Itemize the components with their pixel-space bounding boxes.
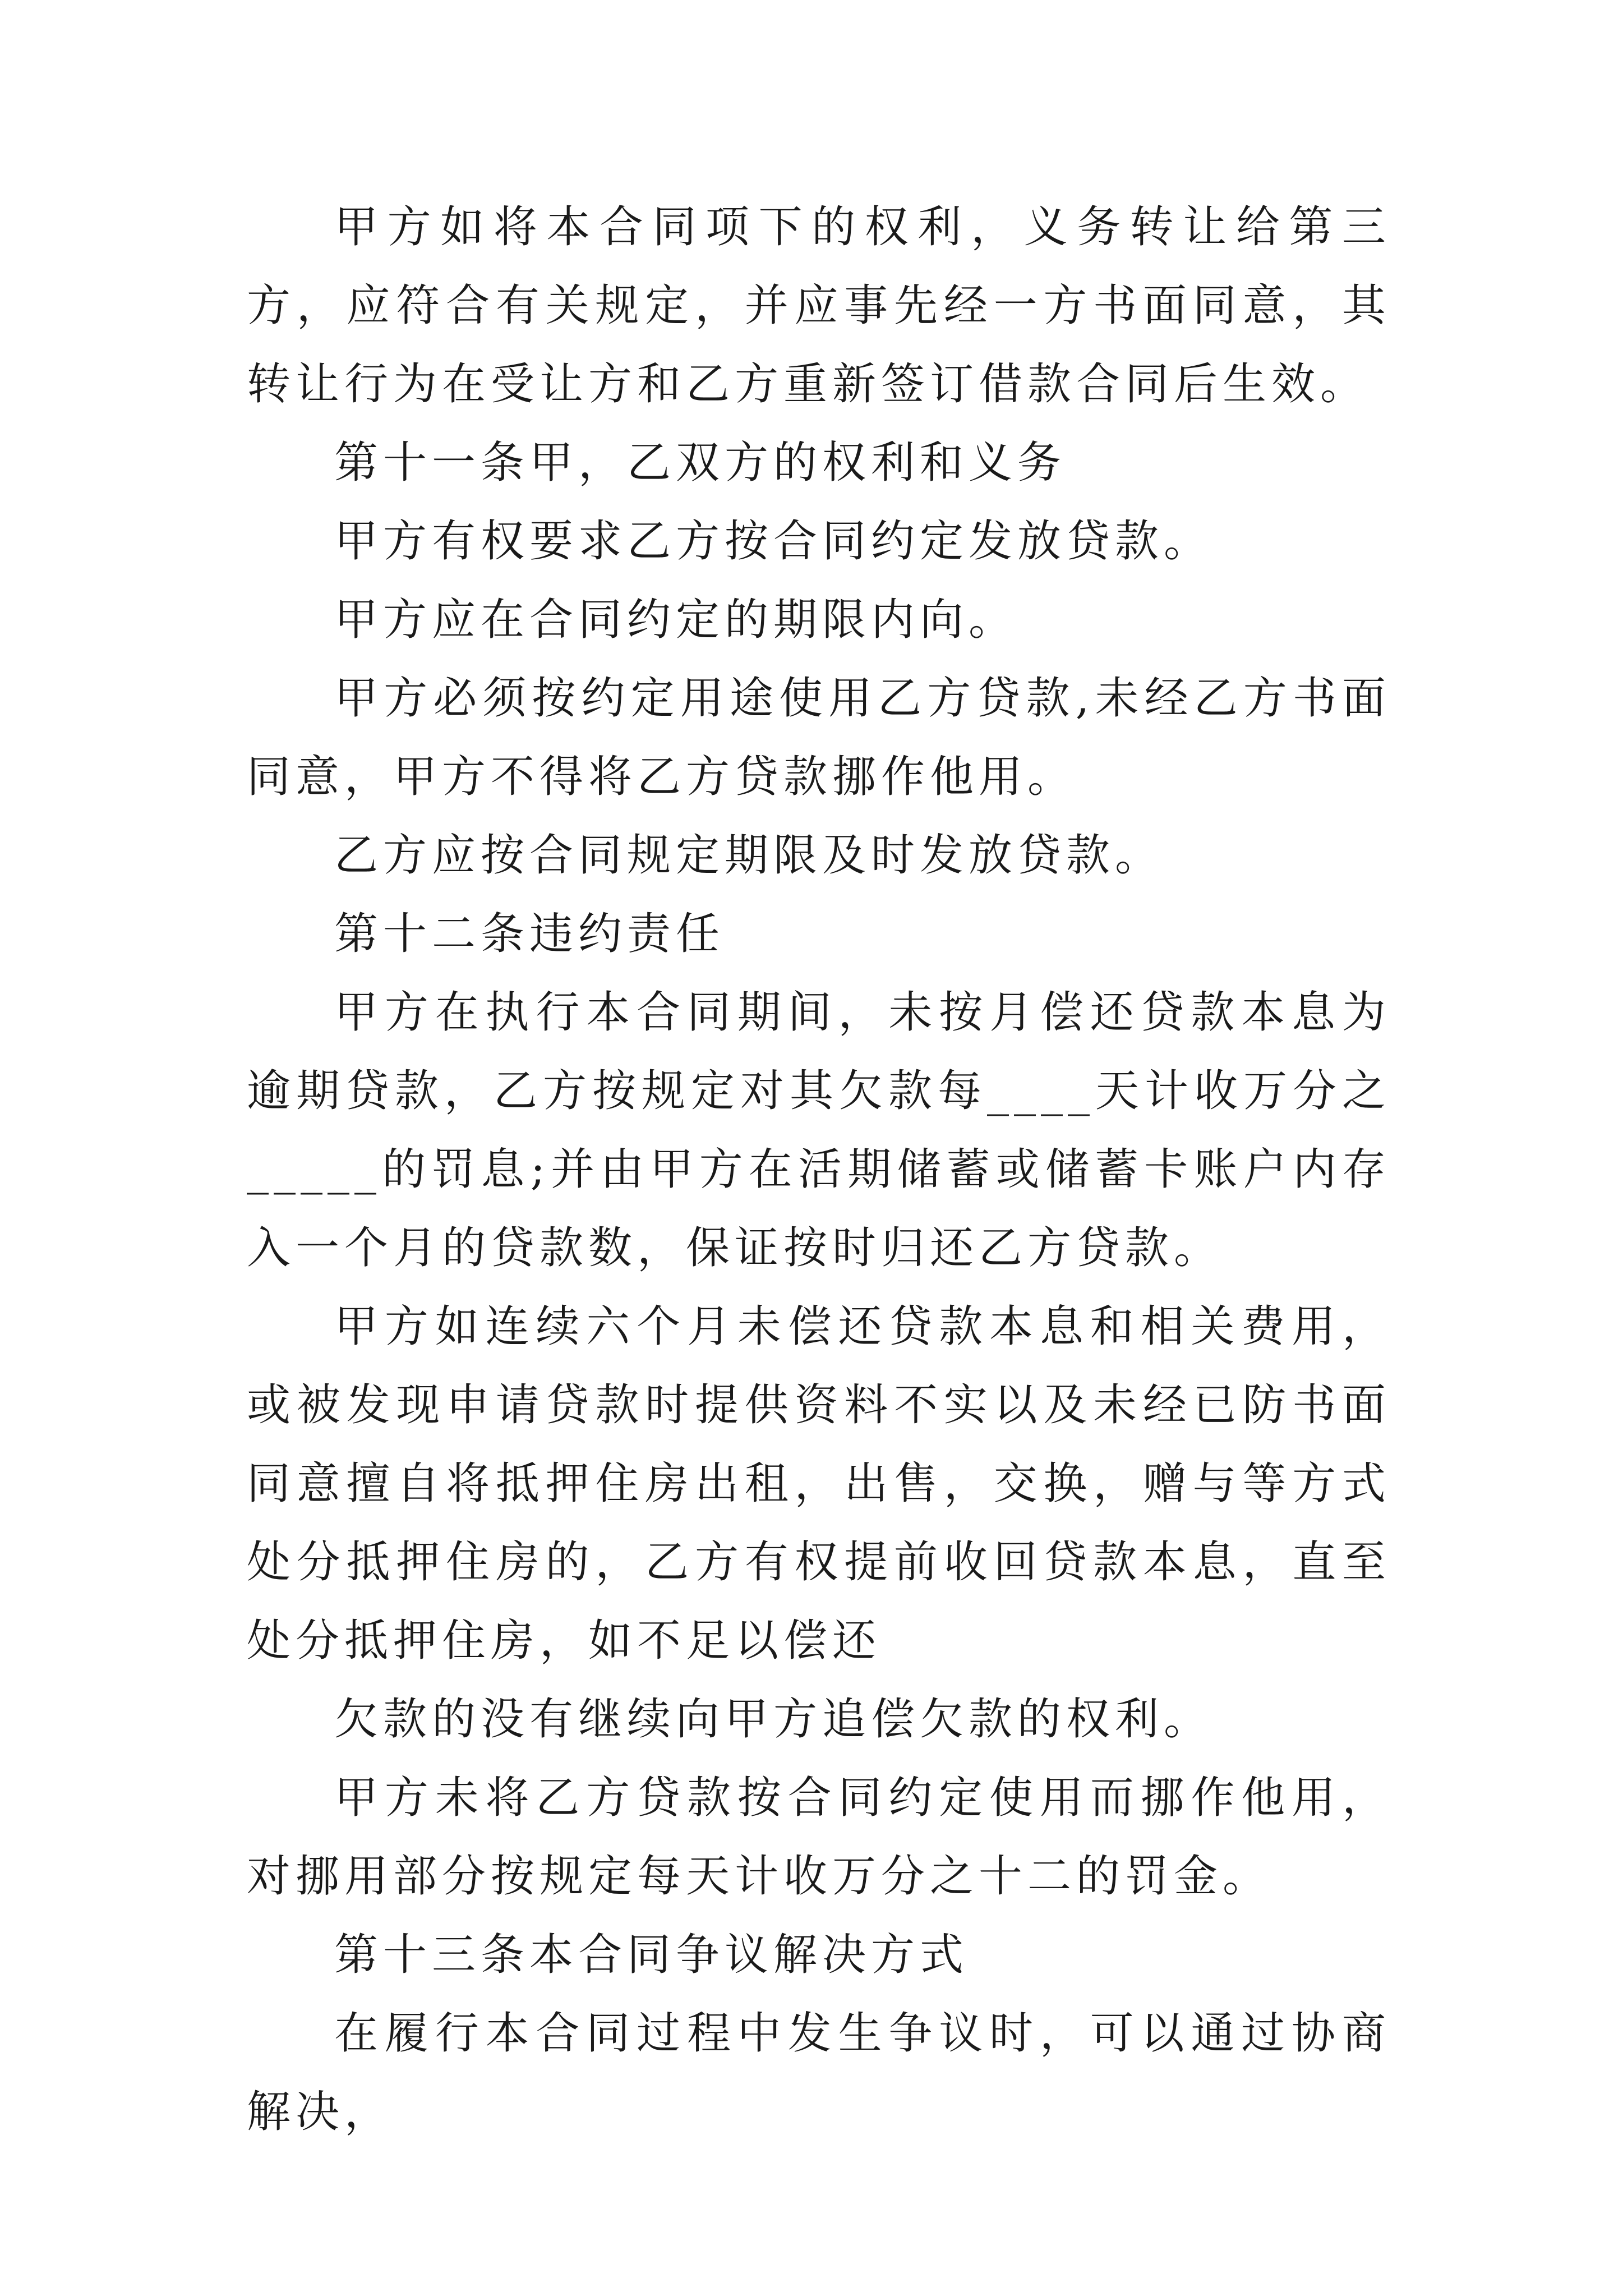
paragraph-six-month-default: 甲方如连续六个月未偿还贷款本息和相关费用，或被发现申请贷款时提供资料不实以及未经已防书面同意擅自将抵押住房出租，出售，交换，赠与等方式处分抵押住房的，乙方有权提前收回贷款本息，直至处分抵押住房，如不足以偿还 xyxy=(247,1301,1391,1666)
paragraph-loan-usage: 甲方必须按约定用途使用乙方贷款,未经乙方书面同意，甲方不得将乙方贷款挪作他用。 xyxy=(247,673,1391,802)
paragraph-transfer-clause: 甲方如将本合同项下的权利，义务转让给第三方，应符合有关规定，并应事先经一方书面同意，其转让行为在受让方和乙方重新签订借款合同后生效。 xyxy=(247,202,1391,409)
paragraph-dispute-resolution: 在履行本合同过程中发生争议时，可以通过协商解决， xyxy=(247,2008,1391,2137)
paragraph-deadline: 甲方应在合同约定的期限内向。 xyxy=(334,595,1018,645)
paragraph-overdue-penalty: 甲方在执行本合同期间，未按月偿还贷款本息为逾期贷款，乙方按规定对其欠款每____天计收万分之_____的罚息;并由甲方在活期储蓄或储蓄卡账户内存入一个月的贷款数，保证按时归还乙方贷款。 xyxy=(247,987,1391,1273)
paragraph-right-to-request-loan: 甲方有权要求乙方按合同约定发放贷款。 xyxy=(334,516,1213,567)
article-13-heading: 第十三条本合同争议解决方式 xyxy=(334,1930,969,1980)
paragraph-remaining-debt: 欠款的没有继续向甲方追偿欠款的权利。 xyxy=(334,1694,1213,1745)
paragraph-timely-disbursement: 乙方应按合同规定期限及时发放贷款。 xyxy=(334,830,1164,881)
article-11-heading: 第十一条甲，乙双方的权利和义务 xyxy=(334,438,1067,488)
article-12-heading: 第十二条违约责任 xyxy=(334,909,725,959)
paragraph-misuse-penalty: 甲方未将乙方贷款按合同约定使用而挪作他用，对挪用部分按规定每天计收万分之十二的罚金。 xyxy=(247,1773,1391,1902)
document-body xyxy=(247,188,1391,2151)
